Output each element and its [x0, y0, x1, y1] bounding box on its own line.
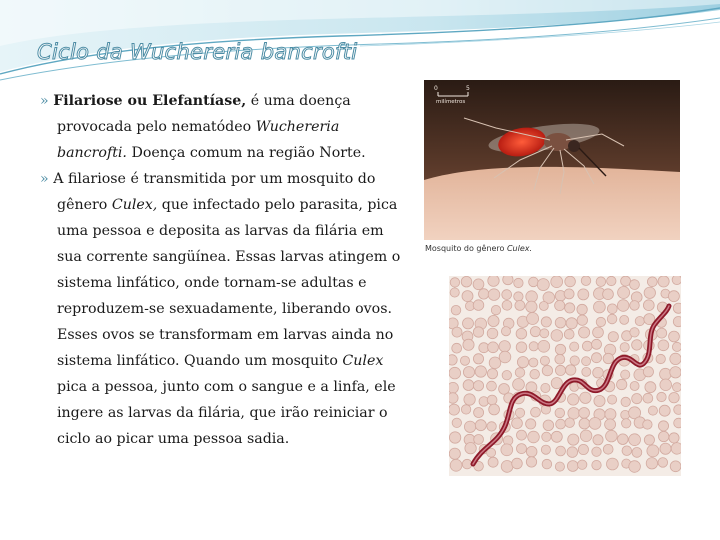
- blood-cell: [565, 303, 575, 313]
- blood-cell: [564, 289, 574, 299]
- blood-cell: [632, 448, 642, 458]
- blood-cell: [620, 315, 629, 324]
- blood-cell: [537, 279, 549, 291]
- blood-cell: [528, 431, 540, 443]
- blood-cell: [473, 279, 484, 290]
- blood-cell: [551, 378, 562, 389]
- blood-cell: [551, 276, 563, 288]
- bullet-text: Doença comum na região Norte.: [126, 145, 366, 161]
- blood-cell: [541, 317, 551, 327]
- blood-cell: [644, 435, 654, 445]
- blood-cell: [578, 460, 587, 469]
- blood-cell: [656, 354, 665, 363]
- blood-cell: [542, 432, 551, 441]
- blood-cell: [582, 341, 592, 351]
- blood-cell: [659, 431, 669, 441]
- blood-cell: [487, 395, 497, 405]
- blood-cell: [644, 287, 655, 298]
- blood-cell: [646, 458, 657, 469]
- blood-cell: [618, 434, 629, 445]
- blood-cell: [516, 342, 527, 353]
- blood-cell: [449, 432, 460, 443]
- blood-cell: [617, 379, 627, 389]
- bullet-marker: »: [40, 93, 49, 109]
- blood-cell: [526, 291, 538, 303]
- blood-cell: [596, 317, 605, 326]
- blood-cell: [577, 304, 587, 314]
- blood-cell: [526, 446, 537, 457]
- blood-cell: [512, 458, 523, 469]
- blood-cell: [592, 460, 601, 469]
- blood-cell: [581, 276, 591, 286]
- blood-cell: [488, 315, 499, 326]
- blood-cell: [555, 462, 564, 471]
- blood-cell: [630, 382, 639, 391]
- blood-cell: [464, 421, 475, 432]
- blood-cell: [622, 446, 632, 456]
- blood-cell: [514, 278, 523, 287]
- blood-cell: [630, 328, 639, 337]
- blood-cell: [488, 342, 499, 353]
- blood-cell: [530, 327, 540, 337]
- blood-cell: [673, 317, 681, 327]
- blood-cell: [579, 418, 590, 429]
- blood-cell: [513, 379, 525, 391]
- blood-cell: [551, 330, 563, 342]
- microfilaria-photo: [449, 276, 681, 476]
- blood-cell: [657, 328, 667, 338]
- blood-cell: [551, 431, 562, 442]
- blood-cell: [647, 277, 657, 287]
- caption-italic: Culex.: [506, 244, 533, 253]
- blood-cell: [592, 353, 602, 363]
- blood-cell: [670, 461, 681, 472]
- bullet-italic: Culex,: [111, 197, 158, 213]
- blood-cell: [473, 381, 483, 391]
- blood-cell: [592, 447, 601, 456]
- blood-cell: [556, 446, 566, 456]
- blood-cell: [629, 461, 641, 473]
- blood-cell: [645, 382, 656, 393]
- blood-cell: [672, 342, 681, 351]
- blood-cell: [605, 419, 616, 430]
- blood-cell: [568, 434, 579, 445]
- blood-cell: [487, 422, 496, 431]
- blood-cell: [491, 305, 500, 314]
- blood-cell: [488, 276, 499, 286]
- bullet-italic: Culex: [342, 353, 384, 369]
- blood-cell: [449, 404, 460, 415]
- blood-cell: [499, 341, 510, 352]
- blood-cell: [538, 340, 550, 352]
- caption-text: Mosquito do gênero: [425, 244, 507, 253]
- blood-cell: [594, 395, 605, 406]
- blood-cell: [452, 343, 462, 353]
- blood-cell: [555, 408, 565, 418]
- blood-cell: [452, 327, 462, 337]
- blood-cell: [556, 419, 566, 429]
- blood-cell: [673, 383, 682, 392]
- blood-cell: [517, 430, 527, 440]
- blood-cell: [555, 300, 565, 310]
- blood-cell: [659, 405, 670, 416]
- blood-cell: [449, 382, 458, 393]
- blood-cell: [555, 317, 566, 328]
- blood-cell: [539, 302, 548, 311]
- blood-cell: [606, 430, 618, 442]
- blood-cell: [463, 380, 474, 391]
- blood-cell: [578, 444, 588, 454]
- blood-cell: [473, 327, 483, 337]
- blood-cell: [582, 367, 591, 376]
- blood-cell: [674, 405, 681, 415]
- blood-cell: [515, 408, 524, 417]
- blood-cell: [669, 393, 679, 403]
- blood-cell: [603, 444, 613, 454]
- blood-cell: [516, 328, 527, 339]
- blood-cell: [541, 445, 550, 454]
- blood-cell: [617, 300, 629, 312]
- blood-cell: [542, 459, 552, 469]
- blood-cell: [527, 313, 539, 325]
- blood-cell: [580, 392, 591, 403]
- blood-cell: [608, 332, 618, 342]
- blood-cell: [473, 300, 484, 311]
- blood-cell: [450, 288, 459, 297]
- blood-cell: [657, 392, 666, 401]
- blood-cell: [580, 430, 592, 442]
- blood-cell: [488, 457, 498, 467]
- blood-cell: [555, 354, 565, 364]
- blood-cell: [605, 409, 616, 420]
- blood-cell: [460, 356, 469, 365]
- blood-cell: [608, 395, 617, 404]
- blood-cell: [465, 443, 476, 454]
- blood-cell: [526, 301, 537, 312]
- blood-cell: [475, 420, 486, 431]
- blood-cell: [670, 367, 681, 378]
- blood-cell: [463, 339, 474, 350]
- blood-cell: [487, 328, 498, 339]
- blood-cell: [462, 459, 472, 469]
- blood-cell: [529, 342, 538, 351]
- blood-cell: [596, 277, 606, 287]
- blood-cell: [582, 357, 591, 366]
- blood-cell: [643, 367, 653, 377]
- bullet-italic: Wuchereria bancrofti.: [57, 119, 340, 161]
- blood-cell: [669, 433, 679, 443]
- blood-cell: [669, 331, 680, 342]
- blood-cell: [620, 343, 629, 352]
- blood-cell: [658, 421, 668, 431]
- blood-cell: [671, 443, 681, 455]
- bullet-marker: »: [40, 171, 49, 187]
- blood-cell: [517, 357, 528, 368]
- blood-cell: [503, 276, 513, 285]
- blood-cell: [450, 278, 459, 287]
- blood-cell: [577, 315, 587, 325]
- blood-cell: [449, 393, 458, 404]
- blood-cell: [502, 371, 511, 380]
- blood-cell: [450, 459, 462, 471]
- blood-cell: [670, 353, 681, 364]
- blood-cell: [449, 448, 460, 459]
- blood-cell: [660, 379, 672, 391]
- bullet-text: A filariose é transmitida por um mosquito do gênero: [53, 171, 376, 213]
- blood-cell: [461, 276, 472, 287]
- blood-cell: [632, 340, 642, 350]
- blood-cell: [607, 304, 617, 314]
- blood-cell: [515, 300, 525, 310]
- blood-cell: [579, 327, 590, 338]
- blood-cell: [474, 408, 484, 418]
- blood-cell: [621, 397, 630, 406]
- blood-cell: [475, 366, 486, 377]
- blood-cell: [514, 292, 523, 301]
- blood-cell: [501, 327, 510, 336]
- blood-cell: [531, 407, 541, 417]
- blood-cell: [660, 443, 671, 454]
- blood-cell: [452, 418, 461, 427]
- blood-cell: [529, 277, 539, 287]
- blood-cell: [474, 435, 484, 445]
- blood-cell: [658, 458, 668, 468]
- blood-cell: [618, 287, 630, 299]
- blood-cell: [578, 289, 589, 300]
- blood-cell: [672, 276, 681, 285]
- blood-cell: [660, 368, 672, 380]
- blood-cell: [487, 369, 497, 379]
- blood-cell: [502, 290, 512, 300]
- blood-cell: [579, 408, 590, 419]
- bullet-item: [40, 166, 410, 452]
- blood-cell: [566, 365, 576, 375]
- blood-cell: [517, 444, 527, 454]
- blood-cell: [555, 365, 565, 375]
- blood-cell: [630, 301, 640, 311]
- blood-cell: [487, 381, 497, 391]
- bullet-text: é uma doença provocada pelo nematódeo: [57, 93, 351, 135]
- blood-cell: [621, 370, 630, 379]
- blood-cell: [526, 419, 536, 429]
- blood-cell: [607, 458, 619, 470]
- blood-cell: [648, 406, 657, 415]
- blood-cell: [542, 365, 552, 375]
- blood-cell: [555, 344, 565, 354]
- blood-cell: [449, 367, 461, 379]
- blood-cell: [451, 305, 461, 315]
- blood-cell: [568, 394, 579, 405]
- bullet-text: pica a pessoa, junto com o sangue e a linfa, ele ingere as larvas da filária, que irão reiniciar o ciclo ao picar uma pessoa sadia.: [57, 379, 396, 447]
- blood-cell: [635, 317, 644, 326]
- blood-cell: [594, 301, 606, 313]
- blood-cell: [530, 369, 540, 379]
- blood-cell: [479, 289, 489, 299]
- blood-smear-image: [449, 276, 681, 476]
- blood-cell: [621, 276, 631, 286]
- blood-cell: [464, 394, 475, 405]
- bullet-item: [40, 88, 410, 166]
- blood-cell: [658, 276, 669, 287]
- scale-unit: milímetros: [436, 99, 466, 105]
- blood-cell: [658, 340, 669, 351]
- blood-cell: [603, 289, 614, 300]
- blood-cell: [607, 314, 617, 324]
- blood-cell: [499, 351, 511, 363]
- blood-cell: [593, 435, 603, 445]
- blood-cell: [473, 354, 483, 364]
- slide-body: [40, 88, 410, 452]
- blood-cell: [668, 291, 679, 302]
- blood-cell: [607, 276, 616, 285]
- blood-cell: [566, 318, 577, 329]
- blood-cell: [502, 300, 512, 310]
- blood-cell: [565, 276, 576, 287]
- blood-cell: [622, 419, 631, 428]
- bullet-text: que infectado pelo parasita, pica uma pessoa e deposita as larvas da filária em sua corrente sangüínea. Essas larvas atingem o sistema linfático, onde tornam-se adultas e reproduzem-se sexuadamente, liberando ovos. Esses ovos se transformam em larvas ainda no sistema linfático. Quando um mosquito: [57, 197, 401, 369]
- blood-cell: [526, 457, 536, 467]
- blood-cell: [463, 367, 474, 378]
- blood-cell: [564, 329, 574, 339]
- blood-cell: [515, 368, 525, 378]
- blood-cell: [630, 280, 640, 290]
- blood-cell: [589, 418, 601, 430]
- blood-cell: [647, 445, 659, 457]
- slide-title: Ciclo da Wuchereria bancrofti: [37, 40, 358, 64]
- blood-cell: [461, 405, 470, 414]
- blood-cell: [570, 356, 579, 365]
- blood-cell: [529, 358, 538, 367]
- blood-cell: [540, 356, 549, 365]
- blood-cell: [643, 300, 654, 311]
- blood-cell: [501, 461, 513, 473]
- blood-cell: [643, 393, 653, 403]
- scale-label-zero: 0: [434, 85, 438, 92]
- blood-cell: [541, 383, 550, 392]
- bullet-bold: Filariose ou Elefantíase,: [53, 93, 247, 109]
- blood-cell: [673, 303, 681, 313]
- blood-cell: [629, 434, 641, 446]
- blood-cell: [593, 327, 604, 338]
- mosquito-image: [424, 80, 680, 240]
- blood-cell: [512, 418, 523, 429]
- blood-cell: [643, 420, 652, 429]
- blood-cell: [565, 418, 575, 428]
- blood-cell: [593, 367, 604, 378]
- blood-cell: [449, 355, 457, 365]
- blood-cell: [567, 461, 578, 472]
- blood-cell: [674, 418, 681, 428]
- blood-cell: [592, 339, 602, 349]
- blood-cell: [489, 404, 500, 415]
- blood-cell: [570, 342, 579, 351]
- blood-cell: [543, 420, 554, 431]
- mosquito-photo: [424, 80, 680, 240]
- blood-cell: [567, 447, 578, 458]
- blood-cell: [501, 444, 513, 456]
- blood-cell: [568, 408, 580, 420]
- blood-cell: [603, 353, 613, 363]
- scale-label-five: 5: [466, 85, 470, 92]
- blood-cell: [488, 289, 500, 301]
- blood-cell: [463, 318, 474, 329]
- mosquito-caption: [425, 244, 532, 253]
- blood-cell: [462, 291, 473, 302]
- blood-cell: [632, 394, 642, 404]
- blood-cell: [540, 329, 549, 338]
